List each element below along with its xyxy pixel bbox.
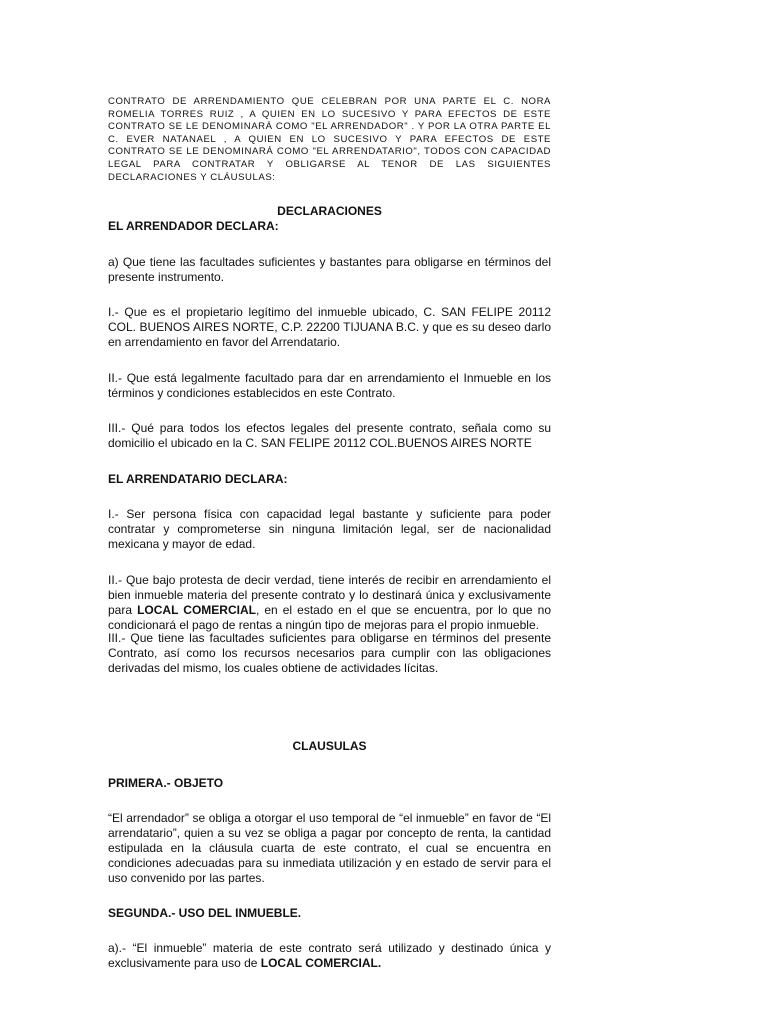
declaraciones-title: DECLARACIONES: [277, 204, 382, 218]
primera-heading: PRIMERA.- OBJETO: [108, 776, 224, 790]
contract-intro: CONTRATO DE ARRENDAMIENTO QUE CELEBRAN POR UNA PARTE EL C. NORA ROMELIA TORRES RUIZ , A QUIEN EN LO SUCESIVO Y PARA EFECTOS DE ESTE CONTRATO SE LE DENOMINARÁ COMO "EL ARRENDADOR" . Y POR LA OTRA PARTE EL C. EVER NATANAEL , A QUIEN EN LO SUCESIVO Y PARA EFECTOS DE ESTE CONTRATO SE LE DENOMINARÁ COMO "EL ARRENDATARIO", TODOS CON CAPACIDAD LEGAL PARA CONTRATAR Y OBLIGARSE AL TENOR DE LAS SIGUIENTES DECLARACIONES Y CLÁUSULAS:: [108, 96, 551, 183]
segunda-clause-a: [108, 941, 551, 971]
arrendatario-clause-iii: III.- Que tiene las facultades suficientes para obligarse en términos del presente Contrato, así como los recursos necesarios para cumplir con las obligaciones derivadas del mismo, los cuales obtiene de actividades lícitas.: [108, 631, 551, 675]
local-comercial-emphasis: LOCAL COMERCIAL: [137, 603, 256, 617]
arrendador-clause-ii: II.- Que está legalmente facultado para dar en arrendamiento el Inmueble en los términos y condiciones establecidos en este Contrato.: [108, 371, 551, 400]
arrendatario-heading: EL ARRENDATARIO DECLARA:: [108, 472, 288, 486]
primera-text: “El arrendador” se obliga a otorgar el uso temporal de “el inmueble” en favor de “El arrendatario”, quien a su vez se obliga a pagar por concepto de renta, la cantidad estipulada en la cláusula cuarta de este contrato, el cual se encuentra en condiciones adecuadas para su inmediata utilización y en estado de servir para el uso convenido por las partes.: [108, 811, 551, 885]
clause-ii-text-end: , en el estado en el que se encuentra, por lo que no condicionará el pago de rentas a ningún tipo de mejoras para el propio inmueble.: [108, 603, 551, 632]
arrendador-clause-iii: III.- Qué para todos los efectos legales del presente contrato, señala como su domicilio el ubicado en la C. SAN FELIPE 20112 COL.BUENOS AIRES NORTE: [108, 421, 551, 450]
arrendador-clause-a: a) Que tiene las facultades suficientes y bastantes para obligarse en términos del presente instrumento.: [108, 255, 551, 284]
arrendador-heading: EL ARRENDADOR DECLARA:: [108, 219, 279, 233]
segunda-heading: SEGUNDA.- USO DEL INMUEBLE.: [108, 906, 302, 920]
arrendador-clause-i: I.- Que es el propietario legítimo del inmueble ubicado, C. SAN FELIPE 20112 COL. BUENOS AIRES NORTE, C.P. 22200 TIJUANA B.C. y que es su deseo darlo en arrendamiento en favor del Arrendatario.: [108, 305, 551, 349]
segunda-a-text: a).- “El inmueble” materia de este contrato será utilizado y destinado única y exclusivamente para uso de: [108, 941, 551, 970]
arrendatario-clause-ii: [108, 573, 551, 633]
arrendatario-clause-i: I.- Ser persona física con capacidad legal bastante y suficiente para poder contratar y comprometerse sin ninguna limitación legal, ser de nacionalidad mexicana y mayor de edad.: [108, 507, 551, 551]
clause-ii-text-start: II.- Que bajo protesta de decir verdad, tiene interés de recibir en arrendamiento el bien inmueble materia del presente contrato y lo destinará única y exclusivamente para: [108, 573, 551, 617]
clausulas-title: CLAUSULAS: [292, 739, 367, 753]
local-comercial-emphasis-2: LOCAL COMERCIAL.: [260, 956, 382, 970]
